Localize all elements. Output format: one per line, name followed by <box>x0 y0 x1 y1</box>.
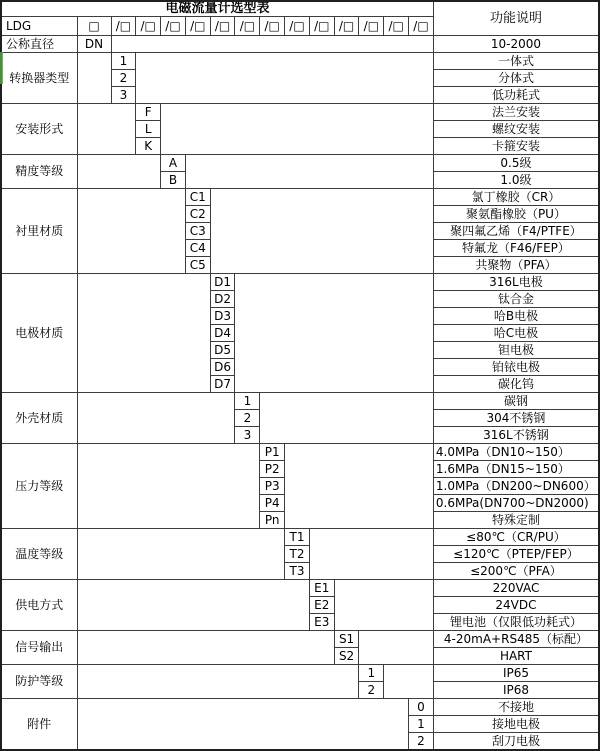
description-cell: ≤200℃（PFA） <box>433 563 599 580</box>
code-cell: 2 <box>235 410 260 427</box>
spacer-left <box>77 444 260 529</box>
spacer-left <box>77 274 210 393</box>
code-cell: P3 <box>260 478 285 495</box>
spacer-right <box>384 665 434 699</box>
category-label: 衬里材质 <box>1 189 77 274</box>
code-cell: 1 <box>235 393 260 410</box>
description-cell: 刮刀电极 <box>433 733 599 751</box>
category-label: 温度等级 <box>1 529 77 580</box>
ldg-code-slot: /□ <box>309 17 334 36</box>
ldg-code-slot: /□ <box>334 17 359 36</box>
description-cell: 1.6MPa（DN15~150） <box>433 461 599 478</box>
code-cell: 1 <box>111 53 136 70</box>
code-cell: B <box>161 172 186 189</box>
category-label: 公称直径 <box>1 36 77 53</box>
ldg-code-slot: /□ <box>210 17 235 36</box>
code-cell: C1 <box>185 189 210 206</box>
spacer-left <box>77 665 359 699</box>
ldg-first-code-box: □ <box>77 17 111 36</box>
ldg-code-slot: /□ <box>136 17 161 36</box>
spacer-right <box>309 529 433 580</box>
category-label: 外壳材质 <box>1 393 77 444</box>
code-cell: 2 <box>409 733 434 751</box>
spacer-right <box>235 274 433 393</box>
description-cell: 氯丁橡胶（CR） <box>433 189 599 206</box>
code-cell: E3 <box>309 614 334 631</box>
category-label: 安装形式 <box>1 104 77 155</box>
spacer-left <box>77 104 136 155</box>
category-label: 信号输出 <box>1 631 77 665</box>
description-cell: 4-20mA+RS485（标配） <box>433 631 599 648</box>
spacer-right <box>334 580 433 631</box>
description-cell: 卡箍安装 <box>433 138 599 155</box>
description-cell: ≤120℃（PTEP/FEP） <box>433 546 599 563</box>
code-cell: T1 <box>285 529 310 546</box>
description-cell: 低功耗式 <box>433 87 599 104</box>
description-cell: IP68 <box>433 682 599 699</box>
description-cell: 碳化钨 <box>433 376 599 393</box>
description-cell: 哈B电极 <box>433 308 599 325</box>
code-cell: 1 <box>409 716 434 733</box>
code-cell: S1 <box>334 631 359 648</box>
description-cell: 法兰安装 <box>433 104 599 121</box>
code-cell: P2 <box>260 461 285 478</box>
category-label: 转换器类型 <box>1 53 77 104</box>
code-cell: C4 <box>185 240 210 257</box>
code-cell: D4 <box>210 325 235 342</box>
code-cell: C3 <box>185 223 210 240</box>
description-cell: 特殊定制 <box>433 512 599 529</box>
code-cell: D2 <box>210 291 235 308</box>
description-cell: 220VAC <box>433 580 599 597</box>
code-cell: K <box>136 138 161 155</box>
function-description-header: 功能说明 <box>433 1 599 36</box>
code-cell: D3 <box>210 308 235 325</box>
description-cell: 接地电极 <box>433 716 599 733</box>
description-cell: 共聚物（PFA） <box>433 257 599 274</box>
description-cell: 24VDC <box>433 597 599 614</box>
description-cell: 316L电极 <box>433 274 599 291</box>
description-cell: 钛合金 <box>433 291 599 308</box>
description-cell: 锂电池（仅限低功耗式） <box>433 614 599 631</box>
category-label: 供电方式 <box>1 580 77 631</box>
code-cell: 2 <box>359 682 384 699</box>
spacer-right <box>210 189 433 274</box>
code-cell: L <box>136 121 161 138</box>
code-cell: P4 <box>260 495 285 512</box>
spacer-right <box>136 53 434 104</box>
description-cell: 304不锈钢 <box>433 410 599 427</box>
ldg-code-slot: /□ <box>235 17 260 36</box>
code-cell: P1 <box>260 444 285 461</box>
code-cell: C5 <box>185 257 210 274</box>
category-label: 附件 <box>1 699 77 751</box>
spacer-right <box>260 393 434 444</box>
description-cell: 一体式 <box>433 53 599 70</box>
spacer-left <box>77 529 285 580</box>
category-label: 防护等级 <box>1 665 77 699</box>
description-cell: 聚四氟乙烯（F4/PTFE） <box>433 223 599 240</box>
description-cell: 钽电极 <box>433 342 599 359</box>
description-cell: 不接地 <box>433 699 599 716</box>
code-cell: Pn <box>260 512 285 529</box>
description-cell: HART <box>433 648 599 665</box>
code-cell: F <box>136 104 161 121</box>
description-cell: 碳钢 <box>433 393 599 410</box>
ldg-code-slot: /□ <box>161 17 186 36</box>
ldg-code-slot: /□ <box>185 17 210 36</box>
description-cell: IP65 <box>433 665 599 682</box>
ldg-code-slot: /□ <box>359 17 384 36</box>
spacer-right <box>111 36 433 53</box>
ldg-code-slot: /□ <box>111 17 136 36</box>
code-cell: 2 <box>111 70 136 87</box>
description-cell: 0.5级 <box>433 155 599 172</box>
code-cell: D7 <box>210 376 235 393</box>
ldg-code-slot: /□ <box>260 17 285 36</box>
description-cell: 316L不锈钢 <box>433 427 599 444</box>
spacer-right <box>285 444 434 529</box>
ldg-code-slot: /□ <box>285 17 310 36</box>
spacer-right <box>359 631 433 665</box>
description-cell: 哈C电极 <box>433 325 599 342</box>
description-cell: 4.0MPa（DN10~150） <box>433 444 599 461</box>
code-cell: D1 <box>210 274 235 291</box>
description-cell: ≤80℃（CR/PU） <box>433 529 599 546</box>
category-label: 压力等级 <box>1 444 77 529</box>
code-cell: 3 <box>111 87 136 104</box>
spacer-left <box>77 631 334 665</box>
spacer-left <box>77 699 409 751</box>
description-cell: 铂铱电极 <box>433 359 599 376</box>
description-cell: 0.6MPa(DN700~DN2000) <box>433 495 599 512</box>
ldg-code-slot: /□ <box>409 17 434 36</box>
table-title: 电磁流量计选型表 <box>1 1 433 17</box>
code-cell: D5 <box>210 342 235 359</box>
description-cell: 聚氨酯橡胶（PU） <box>433 206 599 223</box>
code-cell: T3 <box>285 563 310 580</box>
code-cell: 1 <box>359 665 384 682</box>
description-cell: 螺纹安装 <box>433 121 599 138</box>
spacer-right <box>185 155 433 189</box>
description-cell: 特氟龙（F46/FEP） <box>433 240 599 257</box>
code-cell: DN <box>77 36 111 53</box>
description-cell: 分体式 <box>433 70 599 87</box>
code-cell: A <box>161 155 186 172</box>
spacer-left <box>77 393 235 444</box>
description-cell: 10-2000 <box>433 36 599 53</box>
spacer-left <box>77 155 161 189</box>
code-cell: 3 <box>235 427 260 444</box>
description-cell: 1.0级 <box>433 172 599 189</box>
code-cell: S2 <box>334 648 359 665</box>
code-cell: 0 <box>409 699 434 716</box>
ldg-code-slot: /□ <box>384 17 409 36</box>
spacer-left <box>77 580 309 631</box>
spacer-left <box>77 189 185 274</box>
code-cell: D6 <box>210 359 235 376</box>
category-label: 精度等级 <box>1 155 77 189</box>
spacer-right <box>161 104 434 155</box>
code-cell: T2 <box>285 546 310 563</box>
description-cell: 1.0MPa（DN200~DN600） <box>433 478 599 495</box>
code-cell: C2 <box>185 206 210 223</box>
code-cell: E2 <box>309 597 334 614</box>
category-label: 电极材质 <box>1 274 77 393</box>
ldg-label: LDG <box>1 17 77 36</box>
spacer-left <box>77 53 111 104</box>
code-cell: E1 <box>309 580 334 597</box>
